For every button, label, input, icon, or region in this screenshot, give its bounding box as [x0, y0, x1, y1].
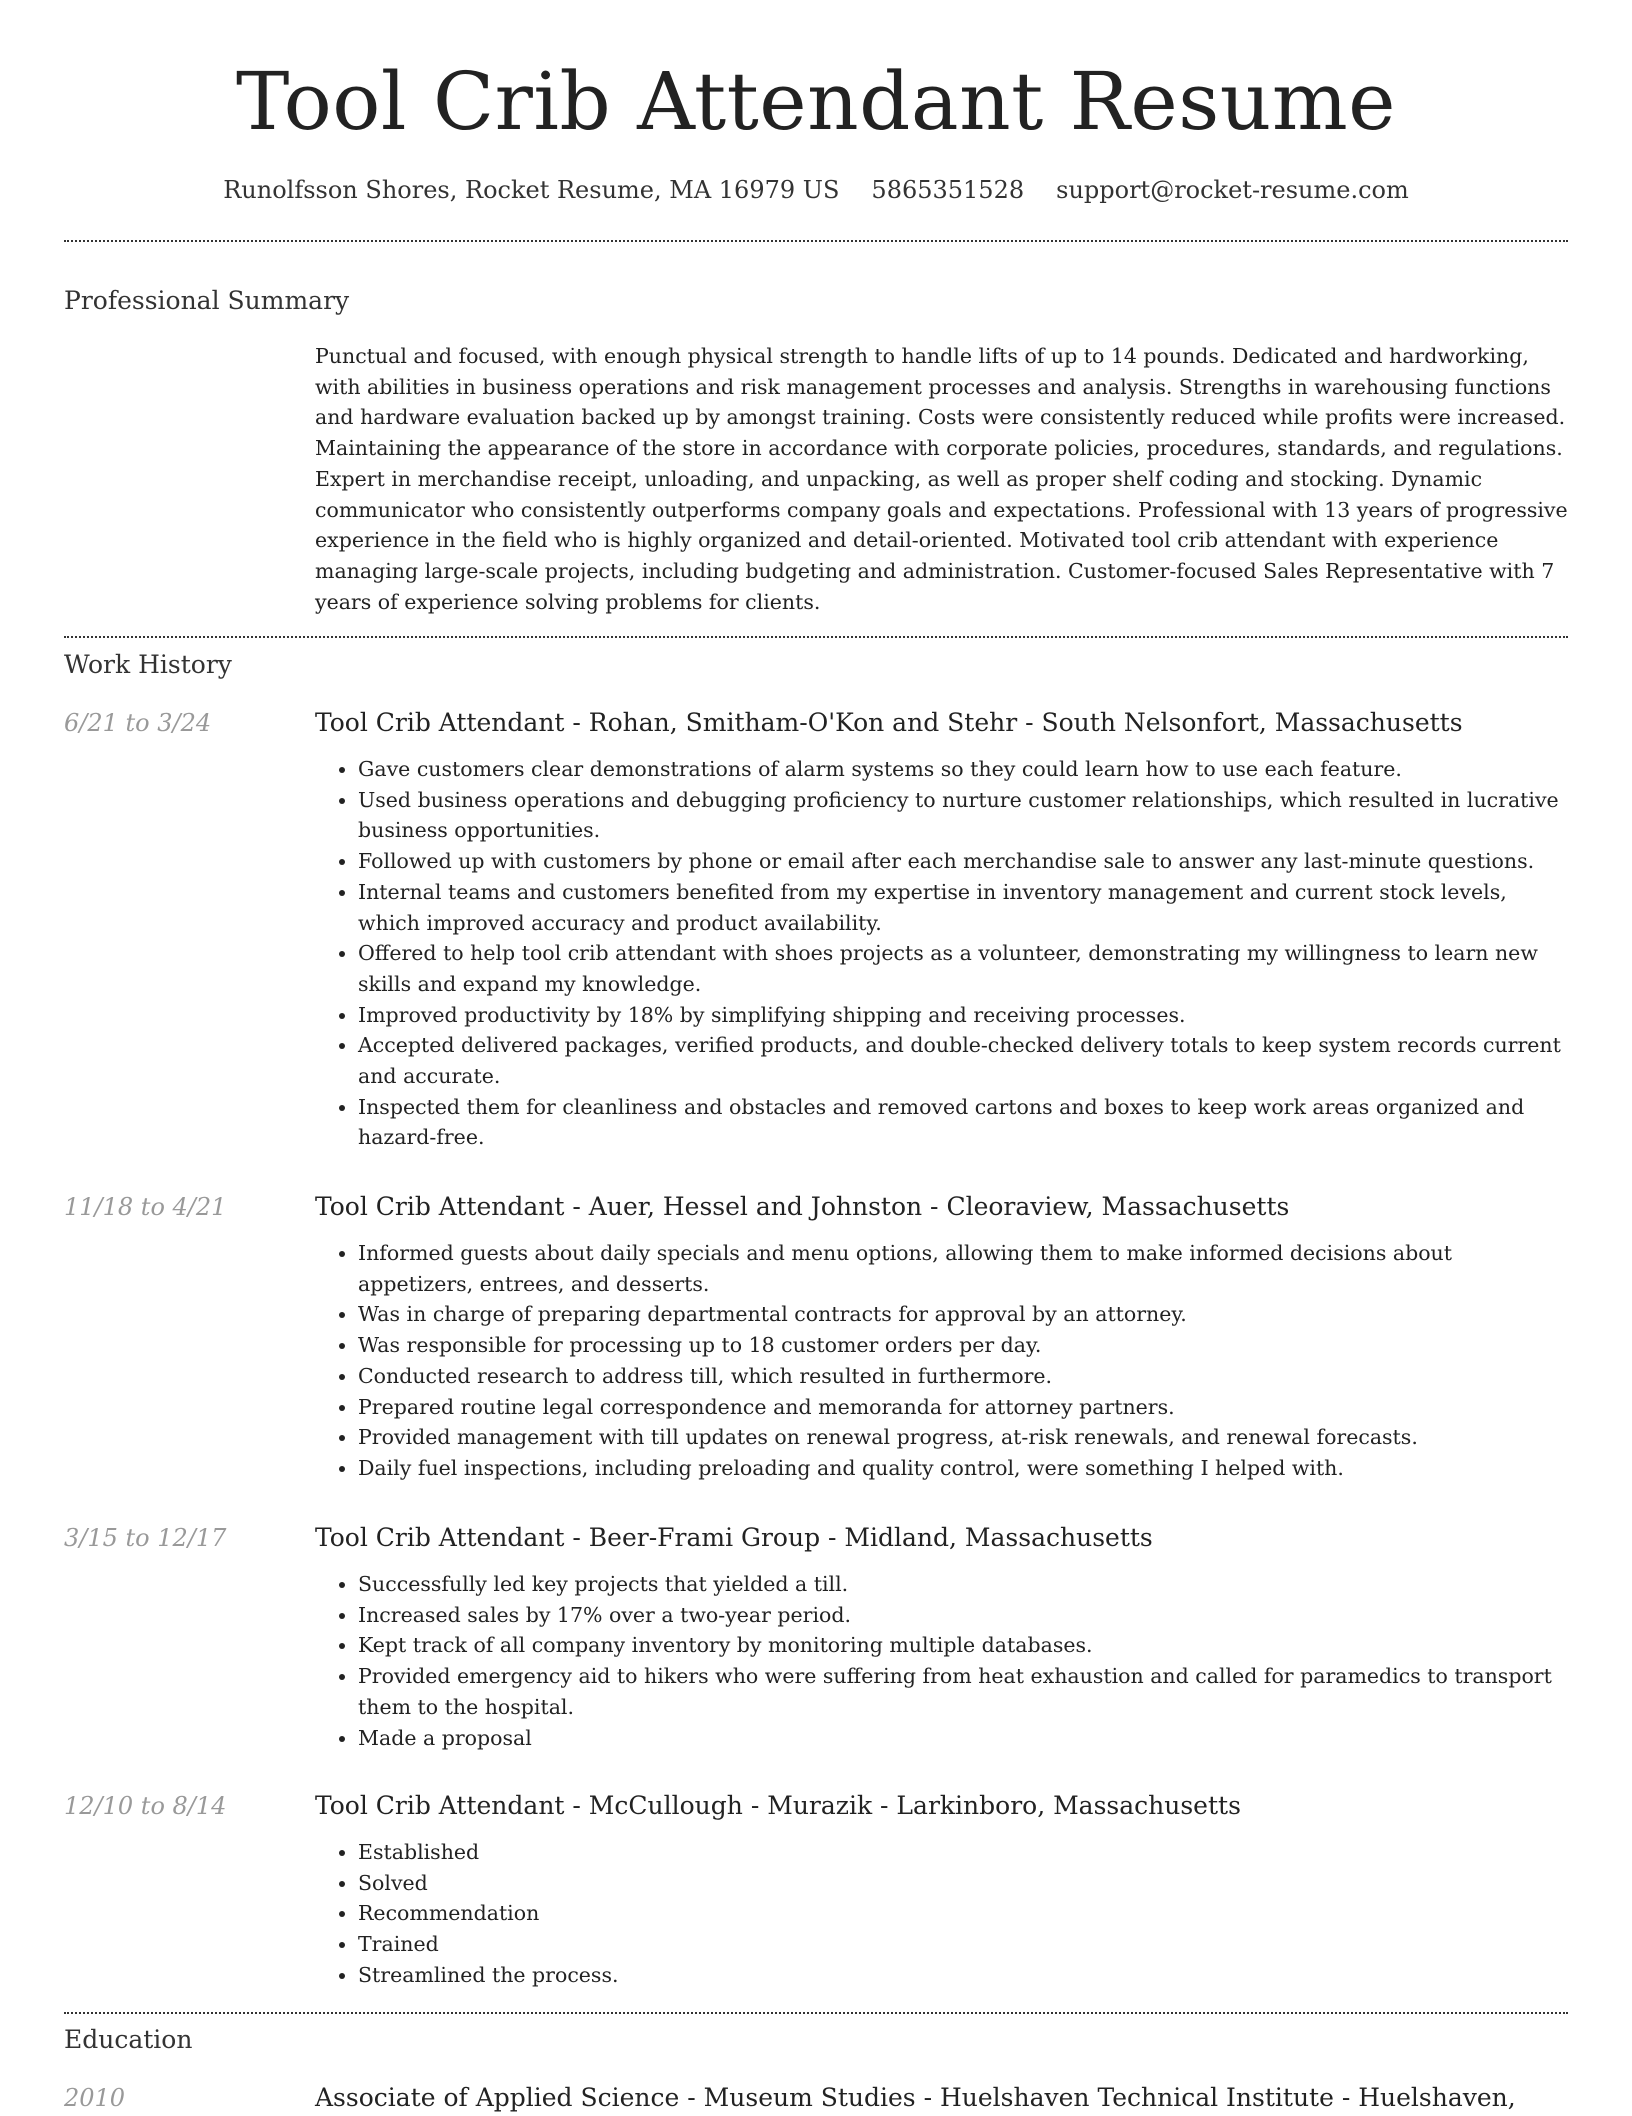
list-item: • Gave customers clear demonstrations of alarm systems so they could learn how to use each feature. — [358, 754, 1568, 785]
list-item: • Established — [358, 1837, 1568, 1868]
list-item: • Recommendation — [358, 1898, 1568, 1929]
job-heading: Tool Crib Attendant - Beer-Frami Group - Midland, Massachusetts — [315, 1523, 1153, 1552]
section-heading-work-history: Work History — [64, 650, 232, 679]
list-item: • Made a proposal — [358, 1723, 1568, 1754]
list-item: • Increased sales by 17% over a two-year period. — [358, 1600, 1568, 1631]
contact-address: Runolfsson Shores, Rocket Resume, MA 16979 US — [223, 176, 840, 204]
section-heading-summary: Professional Summary — [64, 286, 350, 315]
job-dates: 12/10 to 8/14 — [64, 1792, 227, 1820]
job-heading: Tool Crib Attendant - Rohan, Smitham-O'Kon and Stehr - South Nelsonfort, Massachusetts — [315, 708, 1463, 737]
job-dates: 3/15 to 12/17 — [64, 1524, 227, 1552]
job-heading: Tool Crib Attendant - McCullough - Murazik - Larkinboro, Massachusetts — [315, 1791, 1241, 1820]
job-heading: Tool Crib Attendant - Auer, Hessel and Johnston - Cleoraview, Massachusetts — [315, 1192, 1290, 1221]
summary-text: Punctual and focused, with enough physical strength to handle lifts of up to 14 pounds. Dedicated and hardworking, with abilities in business operations and risk management processes and analysis. Strengths in warehousing functions and hardware evaluation backed up by amongst training. Costs were consistently reduced while profits were increased. Maintaining the appearance of the store in accordance with corporate policies, procedures, standards, and regulations. Expert in merchandise receipt, unloading, and unpacking, as well as proper shelf coding and stocking. Dynamic communicator who consistently outperforms company goals and expectations. Professional with 13 years of progressive experience in the field who is highly organized and detail-oriented. Motivated tool crib attendant with experience managing large-scale projects, including budgeting and administration. Customer-focused Sales Representative with 7 years of experience solving problems for clients. — [315, 344, 1568, 614]
job-dates: 11/18 to 4/21 — [64, 1193, 227, 1221]
list-item: • Accepted delivered packages, verified products, and double-checked delivery totals to keep system records current and accurate. — [358, 1030, 1568, 1091]
job-bullets — [315, 1238, 1568, 1484]
list-item: • Solved — [358, 1868, 1568, 1899]
job-bullets — [315, 1837, 1568, 1991]
contact-phone: 5865351528 — [871, 176, 1025, 204]
job-dates: 6/21 to 3/24 — [64, 709, 212, 737]
list-item: • Improved productivity by 18% by simplifying shipping and receiving processes. — [358, 1000, 1568, 1031]
list-item: • Daily fuel inspections, including preloading and quality control, were something I helped with. — [358, 1453, 1568, 1484]
list-item: • Kept track of all company inventory by monitoring multiple databases. — [358, 1630, 1568, 1661]
list-item: • Was in charge of preparing departmental contracts for approval by an attorney. — [358, 1299, 1568, 1330]
list-item: • Used business operations and debugging proficiency to nurture customer relationships, which resulted in lucrative business opportunities. — [358, 785, 1568, 846]
list-item: • Informed guests about daily specials and menu options, allowing them to make informed decisions about appetizers, entrees, and desserts. — [358, 1238, 1568, 1299]
list-item: • Conducted research to address till, which resulted in furthermore. — [358, 1361, 1568, 1392]
list-item: • Inspected them for cleanliness and obstacles and removed cartons and boxes to keep work areas organized and hazard-free. — [358, 1092, 1568, 1153]
contact-email: support@rocket-resume.com — [1056, 176, 1409, 204]
list-item: • Followed up with customers by phone or email after each merchandise sale to answer any last-minute questions. — [358, 846, 1568, 877]
contact-line — [0, 170, 1632, 210]
list-item: • Was responsible for processing up to 18 customer orders per day. — [358, 1330, 1568, 1361]
education-heading: Associate of Applied Science - Museum Studies - Huelshaven Technical Institute - Huelshaven, — [315, 2083, 1516, 2112]
list-item: • Successfully led key projects that yielded a till. — [358, 1569, 1568, 1600]
divider — [64, 240, 1568, 242]
list-item: • Prepared routine legal correspondence and memoranda for attorney partners. — [358, 1392, 1568, 1423]
divider — [64, 2012, 1568, 2014]
section-heading-education: Education — [64, 2025, 193, 2054]
job-bullets — [315, 1569, 1568, 1753]
education-dates: 2010 — [64, 2084, 126, 2112]
list-item: • Trained — [358, 1929, 1568, 1960]
job-bullets — [315, 754, 1568, 1153]
page-title: Tool Crib Attendant Resume — [235, 55, 1397, 148]
divider — [64, 636, 1568, 638]
list-item: • Streamlined the process. — [358, 1960, 1568, 1991]
list-item: • Offered to help tool crib attendant with shoes projects as a volunteer, demonstrating my willingness to learn new skills and expand my knowledge. — [358, 938, 1568, 999]
list-item: • Provided management with till updates on renewal progress, at-risk renewals, and renewal forecasts. — [358, 1422, 1568, 1453]
list-item: • Provided emergency aid to hikers who were suffering from heat exhaustion and called for paramedics to transport them to the hospital. — [358, 1661, 1568, 1722]
list-item: • Internal teams and customers benefited from my expertise in inventory management and current stock levels, which improved accuracy and product availability. — [358, 877, 1568, 938]
